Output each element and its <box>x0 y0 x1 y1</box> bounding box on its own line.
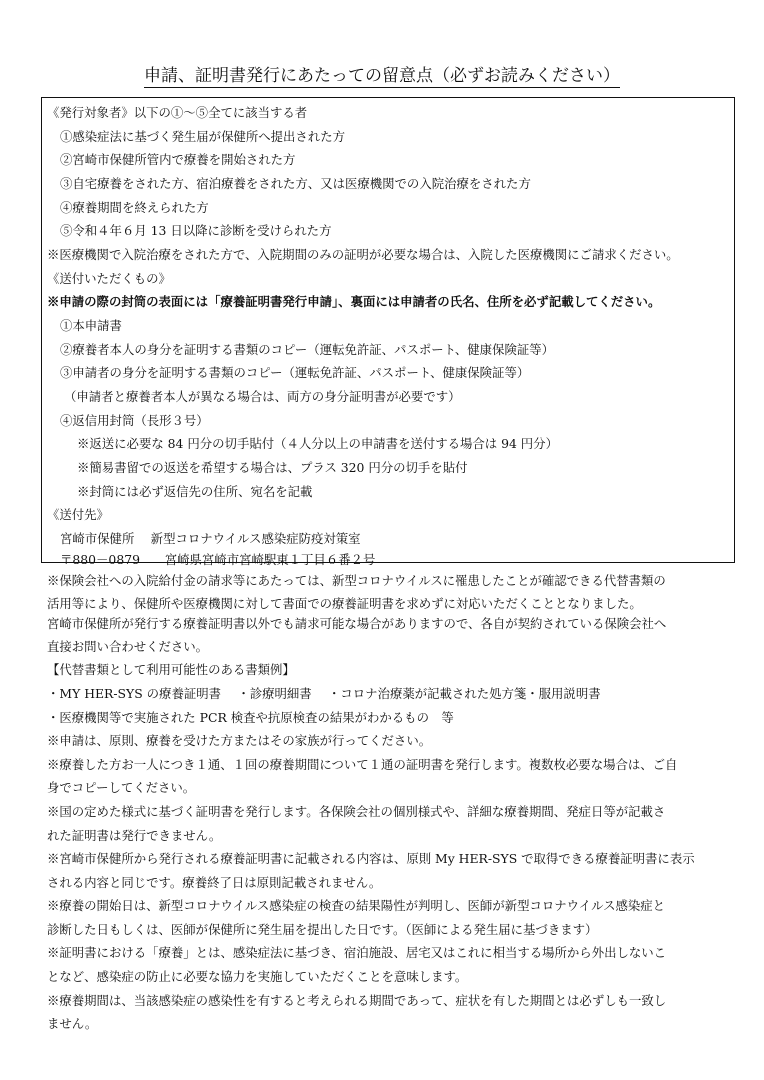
destination-office: 宮崎市保健所 新型コロナウイルス感染症防疫対策室 <box>60 531 361 546</box>
insurance-note-line-2: 活用等により、保健所や医療機関に対して書面での療養証明書を求めずに対応いただくこととなりました。 <box>47 596 642 611</box>
issuance-note-line-1: ※療養した方お一人につき１通、１回の療養期間について１通の証明書を発行します。複数枚必要な場合は、ご自 <box>47 757 678 772</box>
registered-mail-note: ※簡易書留での返送を希望する場合は、プラス 320 円分の切手を貼付 <box>77 460 468 475</box>
alt-docs-line-2: ・医療機関等で実施された PCR 検査や抗原検査の結果がわかるもの 等 <box>47 710 454 725</box>
section-header-destination: 《送付先》 <box>47 507 109 522</box>
start-date-note-line-2: 診断した日もしくは、医師が保健所に発生届を提出した日です。（医師による発生届に基づきます） <box>47 922 598 937</box>
content-note-line-2: される内容と同じです。療養終了日は原則記載されません。 <box>47 875 382 890</box>
send-item-2: ②療養者本人の身分を証明する書類のコピー（運転免許証、パスポート、健康保険証等） <box>60 342 555 357</box>
hospital-note: ※医療機関で入院治療をされた方で、入院期間のみの証明が必要な場合は、入院した医療機関にご請求ください。 <box>47 247 679 262</box>
format-note-line-1: ※国の定めた様式に基づく証明書を発行します。各保険会社の個別様式や、詳細な療養期間、発症日等が記載さ <box>47 804 666 819</box>
period-note-line-2: ません。 <box>47 1016 98 1031</box>
send-item-3: ③申請者の身分を証明する書類のコピー（運転免許証、パスポート、健康保険証等） <box>60 365 530 380</box>
issuance-note-line-2: 身でコピーしてください。 <box>47 780 196 795</box>
format-note-line-2: れた証明書は発行できません。 <box>47 828 222 843</box>
eligible-item-1: ①感染症法に基づく発生届が保健所へ提出された方 <box>60 129 345 144</box>
insurance-note-line-4: 直接お問い合わせください。 <box>47 639 209 654</box>
definition-note-line-2: となど、感染症の防止に必要な協力を実施していただくことを意味します。 <box>47 969 468 984</box>
eligible-item-4: ④療養期間を終えられた方 <box>60 200 209 215</box>
alt-docs-line-1: ・MY HER-SYS の療養証明書 ・診療明細書 ・コロナ治療薬が記載された処方箋・服用説明書 <box>47 686 601 701</box>
content-note-line-1: ※宮崎市保健所から発行される療養証明書に記載される内容は、原則 My HER-SYS で取得できる療養証明書に表示 <box>47 851 695 866</box>
insurance-note-line-1: ※保険会社への入院給付金の請求等にあたっては、新型コロナウイルスに罹患したことが確認できる代替書類の <box>47 573 666 588</box>
send-item-3-note: （申請者と療養者本人が異なる場合は、両方の身分証明書が必要です） <box>64 389 461 404</box>
envelope-note: ※申請の際の封筒の表面には「療養証明書発行申請」、裏面には申請者の氏名、住所を必ず記載してください。 <box>47 294 661 309</box>
start-date-note-line-1: ※療養の開始日は、新型コロナウイルス感染症の検査の結果陽性が判明し、医師が新型コロナウイルス感染症と <box>47 898 666 913</box>
definition-note-line-1: ※証明書における「療養」とは、感染症法に基づき、宿泊施設、居宅又はこれに相当する場所から外出しないこ <box>47 945 667 960</box>
page-title <box>0 64 764 88</box>
address-note: ※封筒には必ず返信先の住所、宛名を記載 <box>77 484 313 499</box>
applicant-note: ※申請は、原則、療養を受けた方またはその家族が行ってください。 <box>47 733 432 748</box>
alt-docs-header: 【代替書類として利用可能性のある書類例】 <box>47 662 295 677</box>
period-note-line-1: ※療養期間は、当該感染症の感染性を有すると考えられる期間であって、症状を有した期間とは必ずしも一致し <box>47 993 667 1008</box>
send-item-4: ④返信用封筒（長形３号） <box>60 413 209 428</box>
stamp-note: ※返送に必要な 84 円分の切手貼付（４人分以上の申請書を送付する場合は 94 円分） <box>77 436 558 451</box>
eligible-item-2: ②宮崎市保健所管内で療養を開始された方 <box>60 152 296 167</box>
send-item-1: ①本申請書 <box>60 318 122 333</box>
insurance-note-line-3: 宮崎市保健所が発行する療養証明書以外でも請求可能な場合がありますので、各自が契約されている保険会社へ <box>47 616 667 631</box>
section-header-send-items: 《送付いただくもの》 <box>47 271 171 286</box>
page-title-text: 申請、証明書発行にあたっての留意点（必ずお読みください） <box>144 66 620 86</box>
eligible-item-5: ⑤令和４年６月 13 日以降に診断を受けられた方 <box>60 223 332 238</box>
destination-address: 〒880－0879 宮崎県宮崎市宮崎駅東１丁目６番２号 <box>60 552 376 567</box>
section-header-eligible: 《発行対象者》以下の①～⑤全てに該当する者 <box>47 105 308 120</box>
eligible-item-3: ③自宅療養をされた方、宿泊療養をされた方、又は医療機関での入院治療をされた方 <box>60 176 531 191</box>
